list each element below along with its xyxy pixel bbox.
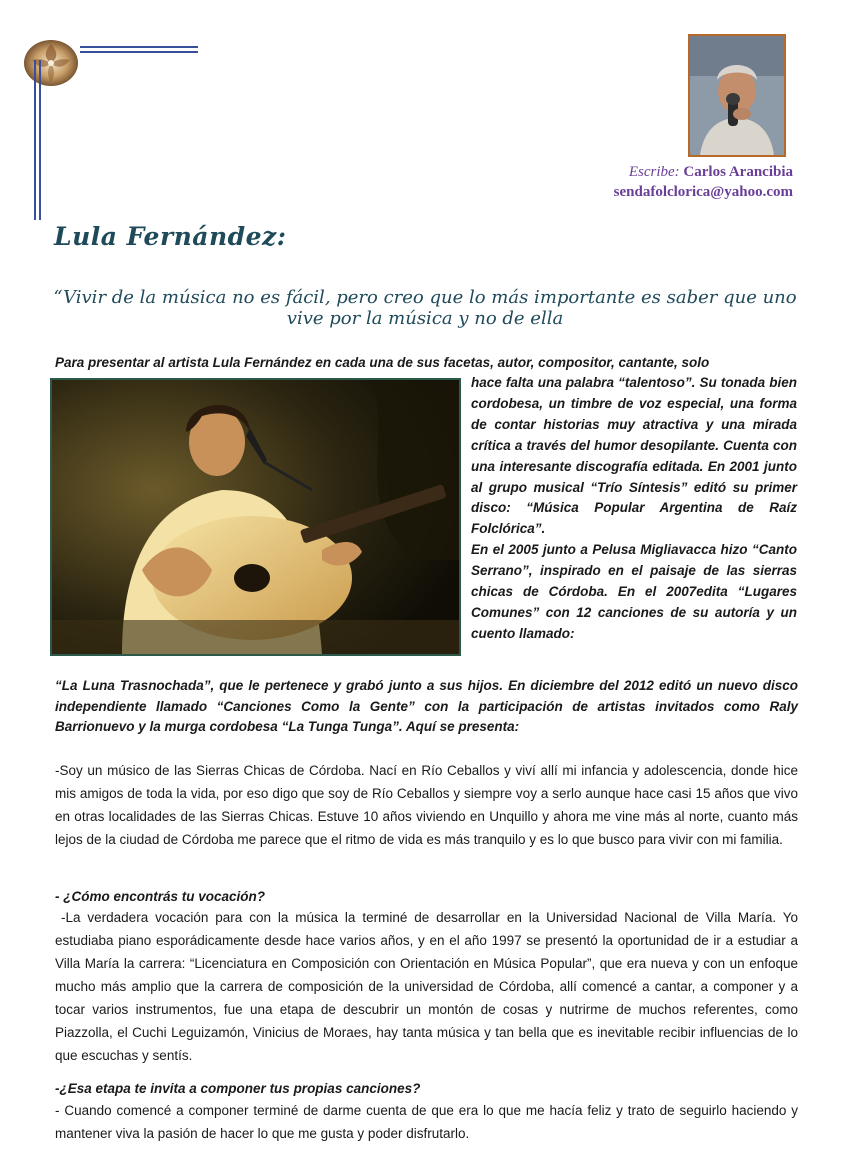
intro-column-paragraph: En el 2005 junto a Pelusa Migliavacca hizo “Canto Serrano”, inspirado en el paisaje de las sierras chicas de Córdoba. En el 2007edita “Lugares Comunes” con 12 canciones de su autoría y un cuento llamado: xyxy=(471,542,797,641)
flower-ornament-icon xyxy=(22,38,80,88)
author-photo xyxy=(688,34,786,157)
byline-label: Escribe: xyxy=(628,164,680,180)
answer-paragraph: -Soy un músico de las Sierras Chicas de Córdoba. Nací en Río Ceballos y viví allí mi infancia y adolescencia, donde hice mis amigos de toda la vida, por eso digo que soy de Río Ceballos y siempre voy a serlo aunque hace casi 15 años que vivo en otras localidades de las Sierras Chicas. Estuve 10 años viviendo en Unquillo y ahora me vine más al norte, cuanto más lejos de la ciudad de Córdoba me parece que el ritmo de vida es más tranquilo y es lo que busco para vivir con mi familia. xyxy=(55,763,798,847)
header-rule xyxy=(80,46,198,48)
interview-question: -¿Esa etapa te invita a componer tus propias canciones? xyxy=(55,1081,421,1096)
article-title: Lula Fernández: xyxy=(54,222,287,251)
intro-first-line: Para presentar al artista Lula Fernández en cada una de sus facetas, autor, compositor, cantante, solo xyxy=(55,355,710,370)
byline xyxy=(614,162,793,202)
byline-author: Carlos Arancibia xyxy=(683,164,793,180)
intro-column xyxy=(471,373,797,645)
side-rule xyxy=(34,60,36,220)
interview-question: - ¿Cómo encontrás tu vocación? xyxy=(55,889,266,904)
pull-quote: “Vivir de la música no es fácil, pero creo que lo más importante es saber que uno vive por la música y no de ella xyxy=(53,287,797,329)
header-rule xyxy=(80,51,198,53)
intro-continuation xyxy=(55,676,798,738)
musician-photo xyxy=(50,378,461,656)
intro-bottom-paragraph: “La Luna Trasnochada”, que le pertenece y grabó junto a sus hijos. En diciembre del 2012 editó un nuevo disco independiente llamado “Canciones Como la Gente” con la participación de artistas invitados como Raly Barrionuevo y la murga cordobesa “La Tunga Tunga”. Aquí se presenta: xyxy=(55,678,798,734)
answer-paragraph: -La verdadera vocación para con la música la terminé de desarrollar en la Universidad Nacional de Villa María. Yo estudiaba piano esporádicamente desde hace varios años, y en el año 1997 se presentó la oportunidad de ir a estudiar a Villa María la carrera: “Licenciatura en Composición con Orientación en Música Popular”, que era nueva y con un enfoque mucho más amplio que la carrera de composición de la universidad de Córdoba, allí comencé a cantar, a componer y a tocar varios instrumentos, fue una etapa de descubrir un montón de cosas y nutrirme de muchos referentes, como Piazzolla, el Cuchi Leguizamón, Vinicius de Moraes, hay tanta música y tan bella que es inevitable recibir influencias de lo que escuchas y sentís. xyxy=(55,910,798,1063)
intro-column-paragraph: hace falta una palabra “talentoso”. Su tonada bien cordobesa, un timbre de voz especial, una forma de contar historias muy atractiva y una mirada crítica a través del humor desopilante. Cuenta con una interesante discografía editada. En 2001 junto al grupo musical “Trío Síntesis” editó su primer disco: “Música Popular Argentina de Raíz Folclórica”. xyxy=(471,375,797,537)
side-rule xyxy=(39,60,41,220)
byline-email: sendafolclorica@yahoo.com xyxy=(613,184,793,200)
answer-paragraph: - Cuando comencé a componer terminé de darme cuenta de que era lo que me hacía feliz y trato de seguirlo haciendo y mantener viva la pasión de hacer lo que me gusta y poder disfrutarlo. xyxy=(55,1103,798,1141)
